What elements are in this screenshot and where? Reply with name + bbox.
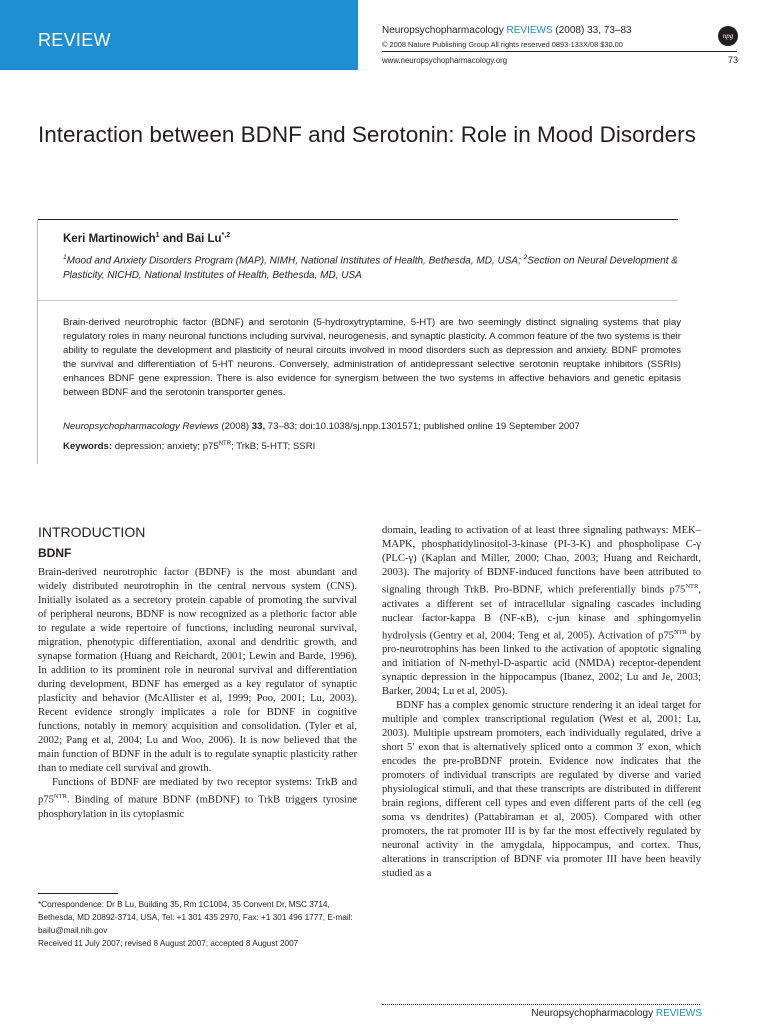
keywords-text-rest: ; TrkB; 5-HTT; SSRI xyxy=(231,441,316,453)
body-text-segment: Functions of BDNF are mediated by two receptor systems: TrkB and p75 xyxy=(38,777,357,806)
journal-citation-header xyxy=(382,25,632,36)
abstract-divider xyxy=(38,300,678,301)
keywords-superscript: NTR xyxy=(218,441,232,447)
footer-divider xyxy=(382,1004,700,1005)
body-paragraph: Brain-derived neurotrophic factor (BDNF) is the most abundant and widely distributed neurotrophin in the central nervous system (CNS). Initially isolated as a secretory protein capable of promoting the survival of peripheral neurons, BDNF is now recognized as a plethoric factor able to regulate a wide repertoire of functions, including neuronal survival, migration, phenotypic differentiation, axonal and dendritic growth, and synapse formation (Huang and Reichardt, 2001; Lewin and Barde, 1996). In addition to its prominent role in neuronal survival and differentiation during development, BDNF has emerged as a key regulator of synaptic plasticity and behavior (McAllister et al, 1999; Poo, 2001; Lu, 2003). Recent evidence strongly implicates a role for BDNF in cognitive functions, notably in memory acquisition and consolidation. (Tyler et al, 2002; Pang et al, 2004; Lu and Woo, 2006). It is now believed that the main function of BDNF in the adult is to regulate synaptic plasticity rather than to mediate cell survival and growth. xyxy=(38,567,357,774)
body-paragraph: BDNF has a complex genomic structure rendering it an ideal target for multiple and complex transcriptional regulation (West et al, 2001; Lu, 2003). Multiple upstream promoters, each individually regulated, drive a short 5′ exon that is alternatively spliced onto a common 3′ exon, which encodes the pre-proBDNF protein. Evidence now indicates that the promoters of individual transcripts are regulated by diverse and varied physiological stimuli, and that these transcripts are distributed in different brain regions, different cell types and even different parts of the cell (eg soma vs dendrites) (Pattabiraman et al, 2005). Compared with other promoters, the rat promoter III is by far the most effectively regulated by neuronal activity in the amygdala, hippocampus, and cortex. Thus, alterations in transcription of BDNF via promoter III have been heavily studied as a xyxy=(382,700,701,880)
citation-volume: 33, xyxy=(251,421,266,432)
section-banner xyxy=(0,0,358,70)
body-superscript: NTR xyxy=(685,583,699,590)
citation-details: 73–83; doi:10.1038/sj.npp.1301571; published online 19 September 2007 xyxy=(265,421,580,432)
article-title: Interaction between BDNF and Serotonin: Role in Mood Disorders xyxy=(38,122,696,147)
journal-issue: (2008) 33, 73–83 xyxy=(552,25,632,36)
body-superscript: NTR xyxy=(673,628,687,636)
author-affiliation-marker: 1 xyxy=(155,232,160,239)
section-label: REVIEW xyxy=(38,30,111,50)
journal-name: Neuropsychopharmacology xyxy=(382,25,504,36)
footnote xyxy=(38,898,360,950)
publisher-logo: npg xyxy=(718,26,738,46)
keywords-text: depression; anxiety; p75 xyxy=(112,441,219,453)
body-text-segment: domain, leading to activation of at least three signaling pathways: MEK–MAPK, phosphatidylinositol-3-kinase (PI-3-K) and phospholipase C-γ (PLC-γ) (Kaplan and Miller, 2000; Chao, 2003; Huang and Reichardt, 2003). The majority of BDNF-induced functions have been attributed to signaling through TrkB. Pro-BDNF, which preferentially binds p75 xyxy=(382,525,701,596)
body-paragraph xyxy=(382,524,701,699)
affiliation-marker: 1 xyxy=(63,254,67,261)
footnote-divider xyxy=(38,893,118,894)
affiliation-text: Mood and Anxiety Disorders Program (MAP), NIMH, National Institutes of Health, Bethesda, MD, USA; xyxy=(66,255,524,267)
affiliation-text: Section on Neural Development & Plasticity, NICHD, National Institutes of Health, Bethesda, MD, USA xyxy=(63,255,678,282)
footer-journal-title: Neuropsychopharmacology xyxy=(531,1008,654,1019)
author-joiner: and xyxy=(159,232,187,245)
journal-reviews-label: REVIEWS xyxy=(506,25,553,36)
body-text-segment: by pro-neurotrophins has been linked to the activation of apoptotic signaling and initiation of N-methyl-D-aspartic acid (NMDA) receptor-dependent synaptic depression in the hippocampus (Ibanez, 2002; Lu and Je, 2003; Barker, 2004; Lu et al, 2005). xyxy=(382,630,701,698)
footer-reviews-label: REVIEWS xyxy=(653,1008,702,1019)
subheading-bdnf: BDNF xyxy=(38,546,72,560)
article-citation xyxy=(63,421,580,432)
body-column-right xyxy=(382,524,701,881)
journal-url[interactable]: www.neuropsychopharmacology.org xyxy=(382,56,508,65)
author-affiliation-marker: *,2 xyxy=(221,232,231,239)
keywords xyxy=(63,441,315,452)
copyright-notice: © 2008 Nature Publishing Group All rights reserved 0893-133X/08 $30.00 xyxy=(382,40,623,49)
body-superscript: NTR xyxy=(53,793,67,800)
correspondence-note: *Correspondence: Dr B Lu, Building 35, Rm 1C1004, 35 Convent Dr, MSC 3714, Bethesda, MD 20892-3714, USA, Tel: +1 301 435 2970, Fax: +1 301 496 1777, E-mail: bailu@mail.nih.gov xyxy=(38,900,353,935)
body-text-segment: . Binding of mature BDNF (mBDNF) to TrkB triggers tyrosine phosphorylation in its cytoplasmic xyxy=(38,794,357,820)
author-name: Keri Martinowich xyxy=(63,232,156,245)
body-paragraph xyxy=(38,776,357,822)
header-divider xyxy=(382,51,737,52)
section-heading-introduction: INTRODUCTION xyxy=(38,524,146,540)
received-dates: Received 11 July 2007; revised 8 August 2007; accepted 8 August 2007 xyxy=(38,939,299,948)
abstract-bracket xyxy=(37,219,38,464)
title-divider xyxy=(38,219,678,220)
body-column-left xyxy=(38,524,357,822)
abstract: Brain-derived neurotrophic factor (BDNF) and serotonin (5-hydroxytryptamine, 5-HT) are two seemingly distinct signaling systems that play regulatory roles in many neuronal functions including survival, neurogenesis, and synaptic plasticity. A common feature of the two systems is their ability to regulate the development and plasticity of neural circuits involved in mood disorders such as depression and anxiety. BDNF promotes the survival and differentiation of 5-HT neurons. Conversely, administration of antidepressant selective serotonin reuptake inhibitors (SSRIs) enhances BDNF gene expression. There is also evidence for synergism between the two systems in affective behaviors and genetic epitasis between BDNF and the serotonin transporter genes. xyxy=(63,317,681,398)
footer-journal-name xyxy=(510,1008,702,1019)
citation-year: (2008) xyxy=(218,421,252,432)
affiliations xyxy=(63,250,683,283)
body-text-segment: , activates a different set of intracellular signaling cascades including nuclear factor-kappa B (NF-κB), c-jun kinase and sphingomyelin hydrolysis (Gentry et al, 2004; Teng et al, 2005). Activation of p75 xyxy=(382,584,701,642)
author-list xyxy=(63,232,230,245)
page-number: 73 xyxy=(727,55,738,65)
keywords-label: Keywords: xyxy=(63,441,113,453)
author-name: Bai Lu xyxy=(186,232,222,245)
affiliation-marker: 2 xyxy=(523,254,528,261)
citation-journal: Neuropsychopharmacology Reviews xyxy=(63,421,219,432)
